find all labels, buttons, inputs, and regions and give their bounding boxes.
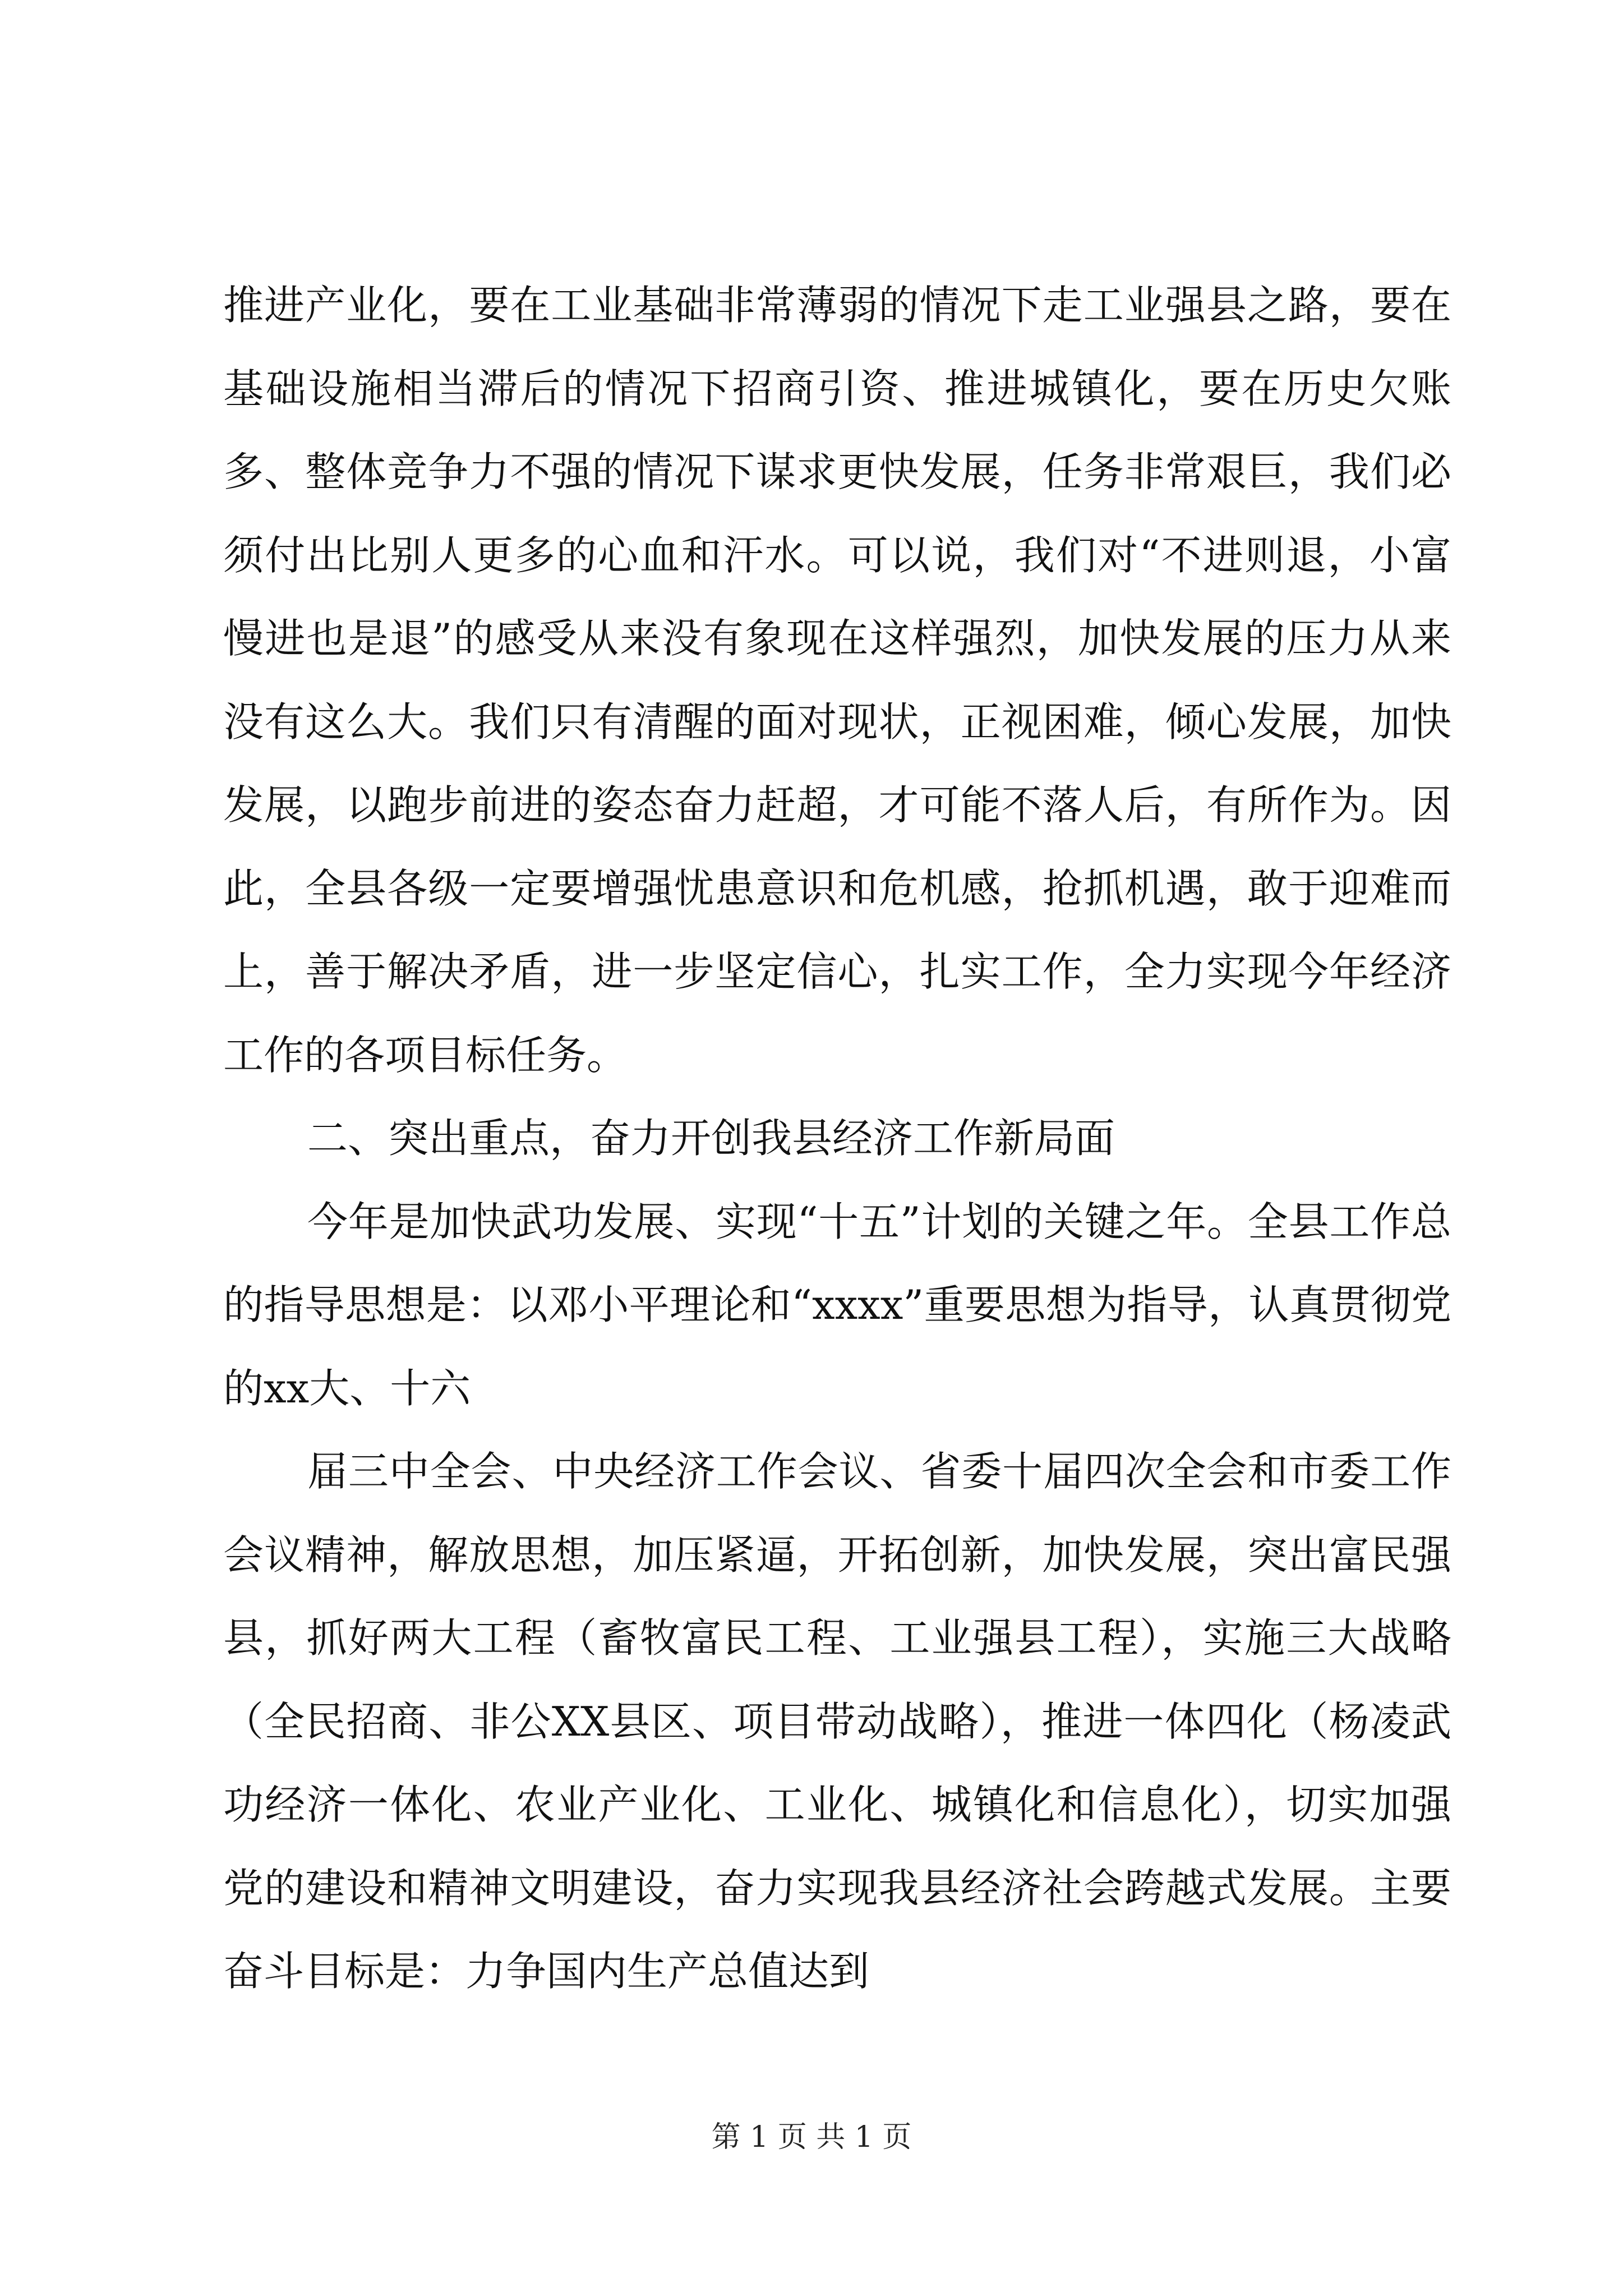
- section-heading: 二、突出重点，奋力开创我县经济工作新局面: [307, 1115, 1115, 1162]
- page-footer: [0, 2115, 1623, 2160]
- paragraph-continuation: 推进产业化，要在工业基础非常薄弱的情况下走工业强县之路，要在基础设施相当滞后的情况下招商引资、推进城镇化，要在历史欠账多、整体竞争力不强的情况下谋求更快发展，任务非常艰巨，我们必须付出比别人更多的心血和汗水。可以说，我们对“不进则退，小富慢进也是退”的感受从来没有象现在这样强烈，加快发展的压力从来没有这么大。我们只有清醒的面对现状，正视困难，倾心发展，加快发展，以跑步前进的姿态奋力赶超，才可能不落人后，有所作为。因此，全县各级一定要增强忧患意识和危机感，抢抓机遇，敢于迎难而上，善于解决矛盾，进一步坚定信心，扎实工作，全力实现今年经济工作的各项目标任务。: [223, 282, 1451, 1079]
- paragraph-guiding-ideology: 今年是加快武功发展、实现“十五”计划的关键之年。全县工作总的指导思想是：以邓小平理论和“xxxx”重要思想为指导，认真贯彻党的xx大、十六: [223, 1198, 1451, 1412]
- page-number-label: 第 1 页 共 1 页: [711, 2120, 912, 2154]
- document-body: [223, 264, 1451, 2013]
- paragraph-goals: 届三中全会、中央经济工作会议、省委十届四次全会和市委工作会议精神，解放思想，加压紧逼，开拓创新，加快发展，突出富民强县，抓好两大工程（畜牧富民工程、工业强县工程），实施三大战略（全民招商、非公XX县区、项目带动战略），推进一体四化（杨凌武功经济一体化、农业产业化、工业化、城镇化和信息化），切实加强党的建设和精神文明建设，奋力实现我县经济社会跨越式发展。主要奋斗目标是：力争国内生产总值达到: [223, 1448, 1451, 1995]
